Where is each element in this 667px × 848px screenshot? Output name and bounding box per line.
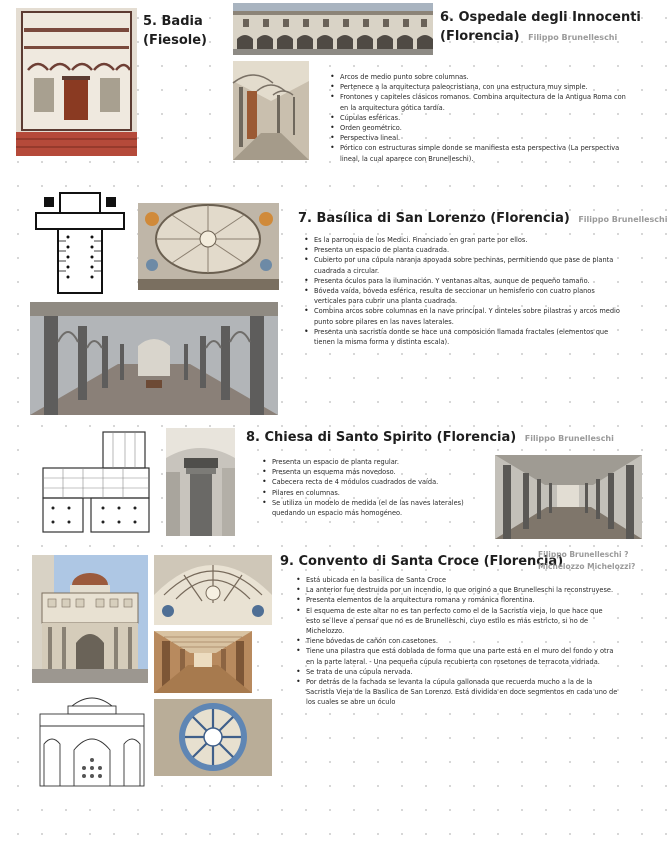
list-item: • Presenta elementos de la arquitectura romana y románica florentina. [292, 595, 618, 605]
list-item: • Pertenece a la arquitectura paleocristiana, con una estructura muy simple. [326, 82, 632, 92]
san-lorenzo-floor-plan [30, 189, 130, 297]
pazzi-dome-interior-photo [154, 555, 272, 625]
section-8-bullet-list [258, 457, 482, 518]
santo-spirito-nave-photo [495, 455, 642, 539]
santo-spirito-column-photo [166, 428, 235, 536]
list-item: • Perspectiva lineal. [326, 133, 632, 143]
badia-facade-photo [16, 8, 137, 156]
santo-spirito-floor-plan [33, 428, 157, 538]
section-7-title-row [298, 209, 667, 229]
list-item: • Presenta un esquema más novedoso. [258, 467, 482, 477]
list-item: • Está ubicada en la basílica de Santa Croce [292, 575, 618, 585]
santa-croce-vault-photo [154, 631, 252, 693]
list-item: • Es la parroquia de los Medici. Financiado en gran parte por ellos. [300, 235, 626, 245]
list-item: • Bóveda vaída, bóveda esférica, resulta de seccionar un hemisferio con cuatro planos verticales para cubrir una planta cuadrada. [300, 286, 626, 306]
section-8-title: 8. Chiesa di Santo Spirito (Florencia) [246, 430, 517, 445]
list-item: • Se utiliza un modelo de medida (el de las naves laterales) quedando un espacio más homogéneo. [258, 498, 482, 518]
section-5-title-line2: (Fiesole) [143, 33, 207, 48]
section-6-title-line2: (Florencia) [440, 29, 520, 44]
section-8-author: Filippo Brunelleschi [524, 434, 614, 443]
list-item: • Presenta óculos para la iluminación. Y ventanas altas, aunque de pequeño tamaño. [300, 276, 626, 286]
list-item: • Cubierto por una cúpula naranja apoyada sobre pechinas, permitiendo que pase de planta cuadrada a circular. [300, 255, 626, 275]
san-lorenzo-dome-photo [138, 203, 279, 290]
section-9-bullet-list [292, 575, 618, 708]
section-8-title-row [246, 428, 614, 448]
list-item: • Arcos de medio punto sobre columnas. [326, 72, 632, 82]
section-9-title-text: 9. Convento di Santa Croce (Florencia) [280, 554, 564, 569]
list-item: • Combina arcos sobre columnas en la nave principal. Y dinteles sobre pilastras y arcos medio punto sobre pilares en las naves laterales. [300, 306, 626, 326]
list-item: • Tiene bóvedas de cañón con casetones. [292, 636, 618, 646]
section-6-author: Filippo Brunelleschi [528, 33, 618, 42]
san-lorenzo-nave-photo [30, 302, 278, 415]
list-item: • El esquema de este altar no es tan perfecto como el de la Sacristía vieja, lo que hace que esto se lleve a pensar que no es de Brunelleschi, cuyo estilo es más estricto, si no de Michelozzo. [292, 606, 618, 637]
section-5-title-line1: 5. Badia [143, 14, 203, 29]
section-9-author [538, 549, 635, 573]
section-7-author: Filippo Brunelleschi [578, 215, 667, 224]
section-6-title-line1: 6. Ospedale degli Innocenti [440, 10, 641, 25]
list-item: • Pórtico con estructuras simple donde se manifiesta esta perspectiva (La perspectiva lineal, la cual aparece con Brunelleschi). [326, 143, 632, 163]
list-item: • Cúpulas esféricas. [326, 113, 632, 123]
section-7-title: 7. Basílica di San Lorenzo (Florencia) [298, 211, 570, 226]
list-item: • Presenta un espacio de planta regular. [258, 457, 482, 467]
section-9-author-line1: Filippo Brunelleschi ? [538, 550, 629, 559]
section-7-bullet-list [300, 235, 626, 347]
list-item: • Cabecera recta de 4 módulos cuadrados de vaída. [258, 477, 482, 487]
section-5-title [143, 12, 207, 50]
list-item: • La anterior fue destruida por un incendio, lo que originó a que Brunelleschi la reconstruyese. [292, 585, 618, 595]
list-item: • Por detrás de la fachada se levanta la cúpula gallonada que recuerda mucho a la de la Sacristía Vieja de la Basílica de San Lorenzo. Está dividida en doce segmentos en cada uno de los cuales se abre un óculo [292, 677, 618, 708]
pazzi-chapel-exterior-photo [32, 555, 148, 683]
section-6-title-line2-row [440, 27, 641, 47]
list-item: • Tiene una pilastra que está doblada de forma que una parte está en el muro del fondo y otra en la parte lateral. - Una pequeña cúpula recubierta con rosetones de terracota vidriada. [292, 646, 618, 666]
pazzi-chapel-elevation-drawing [34, 686, 150, 794]
list-item: • Pilares en columnas. [258, 488, 482, 498]
section-6-bullet-list [326, 72, 632, 164]
list-item: • Orden geométrico. [326, 123, 632, 133]
dome-rosette-photo [154, 699, 272, 776]
list-item: • Presenta una sacristía donde se hace una composición llamada fractales (elementos que tienen la misma forma y distinta escala). [300, 327, 626, 347]
ospedale-facade-photo [233, 3, 433, 55]
list-item: • Se trata de una cúpula nervada. [292, 667, 618, 677]
section-9-title [280, 552, 563, 571]
list-item: • Frontones y capiteles clásicos romanos. Combina arquitectura de la Antigua Roma con en la arquitectura gótica tardía. [326, 92, 632, 112]
list-item: • Presenta un espacio de planta cuadrada. [300, 245, 626, 255]
section-9-author-line2: Michelozzo Michelozzi? [538, 562, 636, 571]
ospedale-portico-photo [233, 61, 309, 160]
section-6-title [440, 8, 641, 47]
